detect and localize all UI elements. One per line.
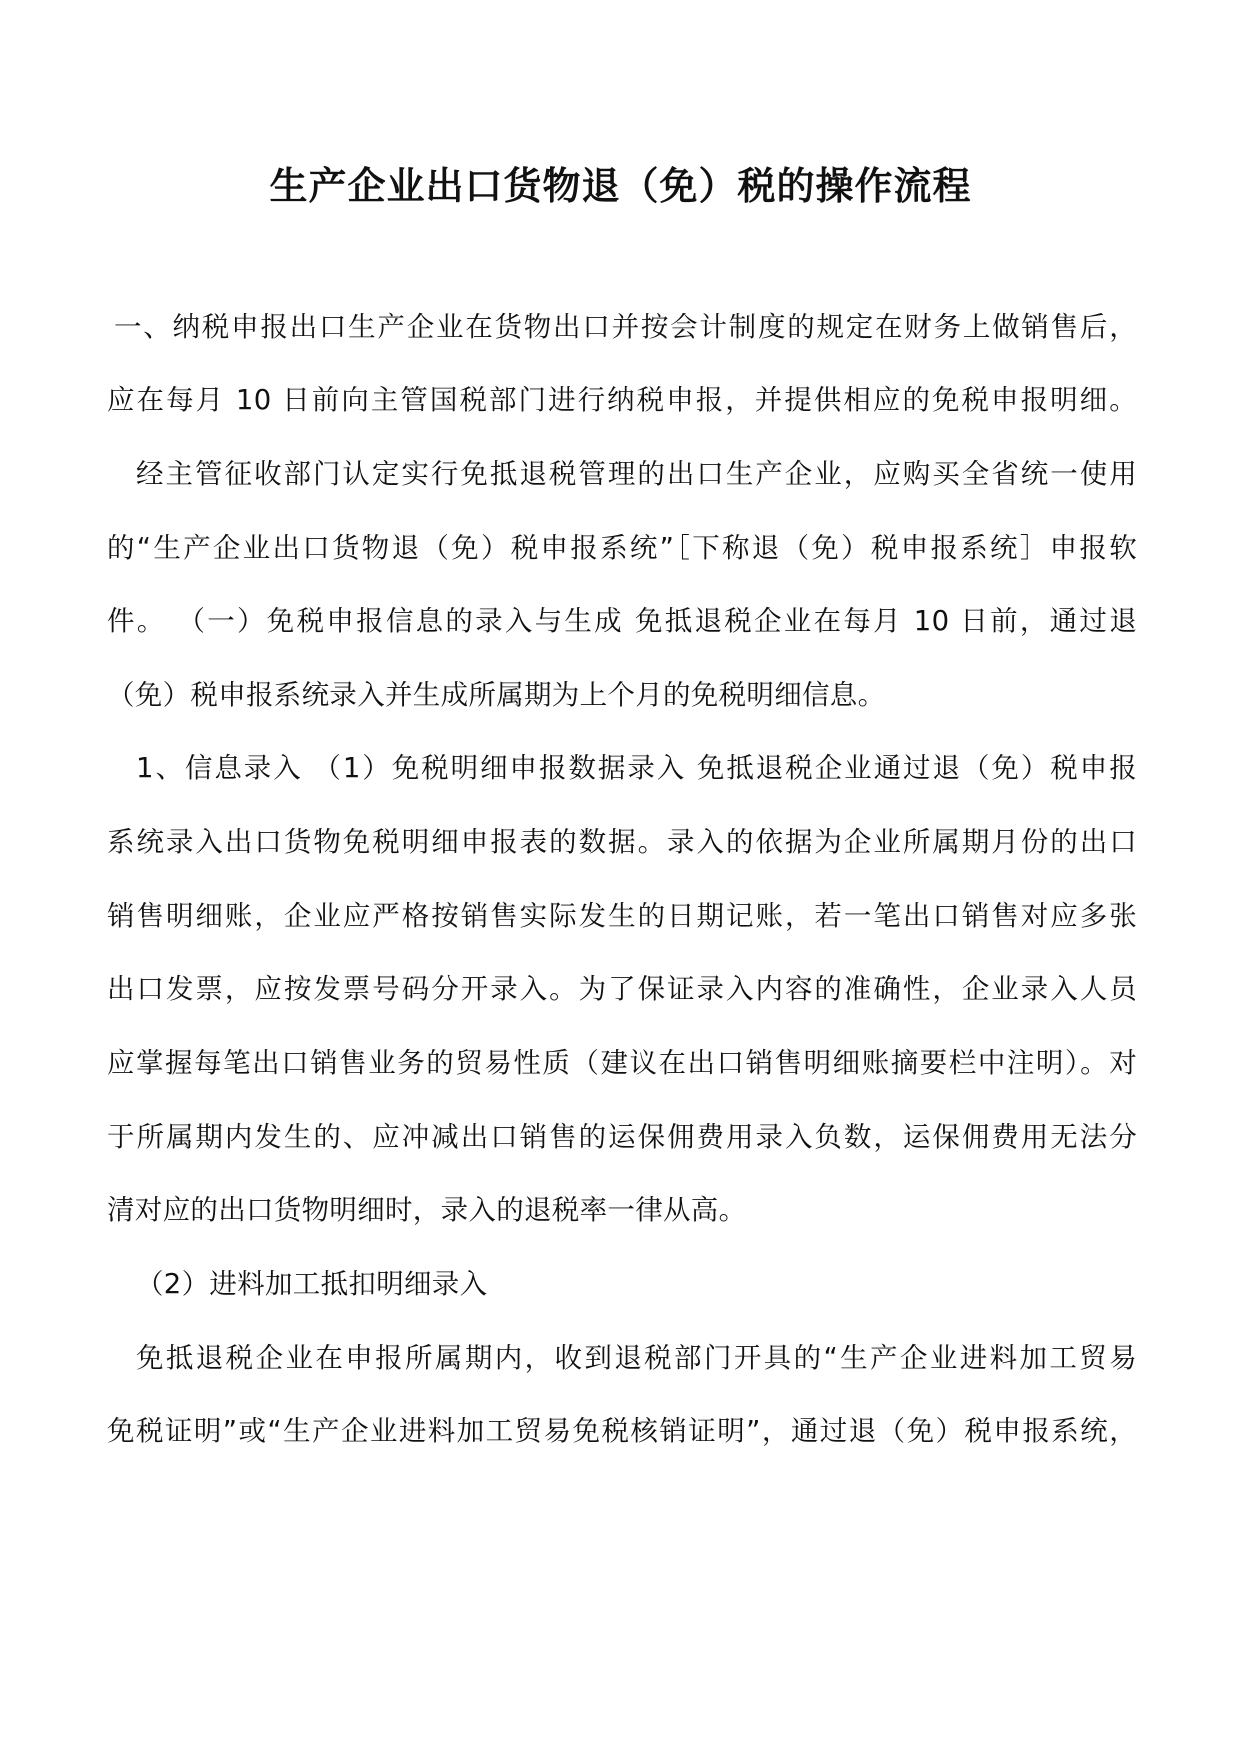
section-heading: （2）进料加工抵扣明细录入 — [136, 1268, 488, 1300]
paragraph-line: 的“生产企业出口货物退（免）税申报系统”［下称退（免）税申报系统］申报软 — [107, 532, 1137, 564]
paragraph-line: 应掌握每笔出口销售业务的贸易性质（建议在出口销售明细账摘要栏中注明）。对 — [107, 1047, 1137, 1079]
paragraph-line: 免抵退税企业在申报所属期内，收到退税部门开具的“生产企业进料加工贸易 — [136, 1342, 1137, 1374]
paragraph-line: （免）税申报系统录入并生成所属期为上个月的免税明细信息。 — [107, 679, 886, 711]
paragraph-line: 经主管征收部门认定实行免抵退税管理的出口生产企业，应购买全省统一使用 — [136, 458, 1137, 490]
paragraph-line: 出口发票，应按发票号码分开录入。为了保证录入内容的准确性，企业录入人员 — [107, 973, 1137, 1005]
paragraph-line: 一、纳税申报出口生产企业在货物出口并按会计制度的规定在财务上做销售后， — [114, 311, 1137, 343]
document-title: 生产企业出口货物退（免）税的操作流程 — [269, 163, 972, 208]
paragraph-line: 件。 （一）免税申报信息的录入与生成 免抵退税企业在每月 10 日前，通过退 — [107, 605, 1137, 637]
paragraph-line: 销售明细账，企业应严格按销售实际发生的日期记账，若一笔出口销售对应多张 — [107, 900, 1137, 932]
paragraph-line: 免税证明”或“生产企业进料加工贸易免税核销证明”，通过退（免）税申报系统， — [107, 1415, 1137, 1447]
paragraph-line: 1、信息录入 （1）免税明细申报数据录入 免抵退税企业通过退（免）税申报 — [136, 752, 1137, 784]
paragraph-line: 系统录入出口货物免税明细申报表的数据。录入的依据为企业所属期月份的出口 — [107, 826, 1137, 858]
paragraph-line: 清对应的出口货物明细时，录入的退税率一律从高。 — [107, 1194, 747, 1226]
paragraph-line: 应在每月 10 日前向主管国税部门进行纳税申报，并提供相应的免税申报明细。 — [107, 384, 1137, 416]
paragraph-line: 于所属期内发生的、应冲减出口销售的运保佣费用录入负数，运保佣费用无法分 — [107, 1121, 1137, 1153]
